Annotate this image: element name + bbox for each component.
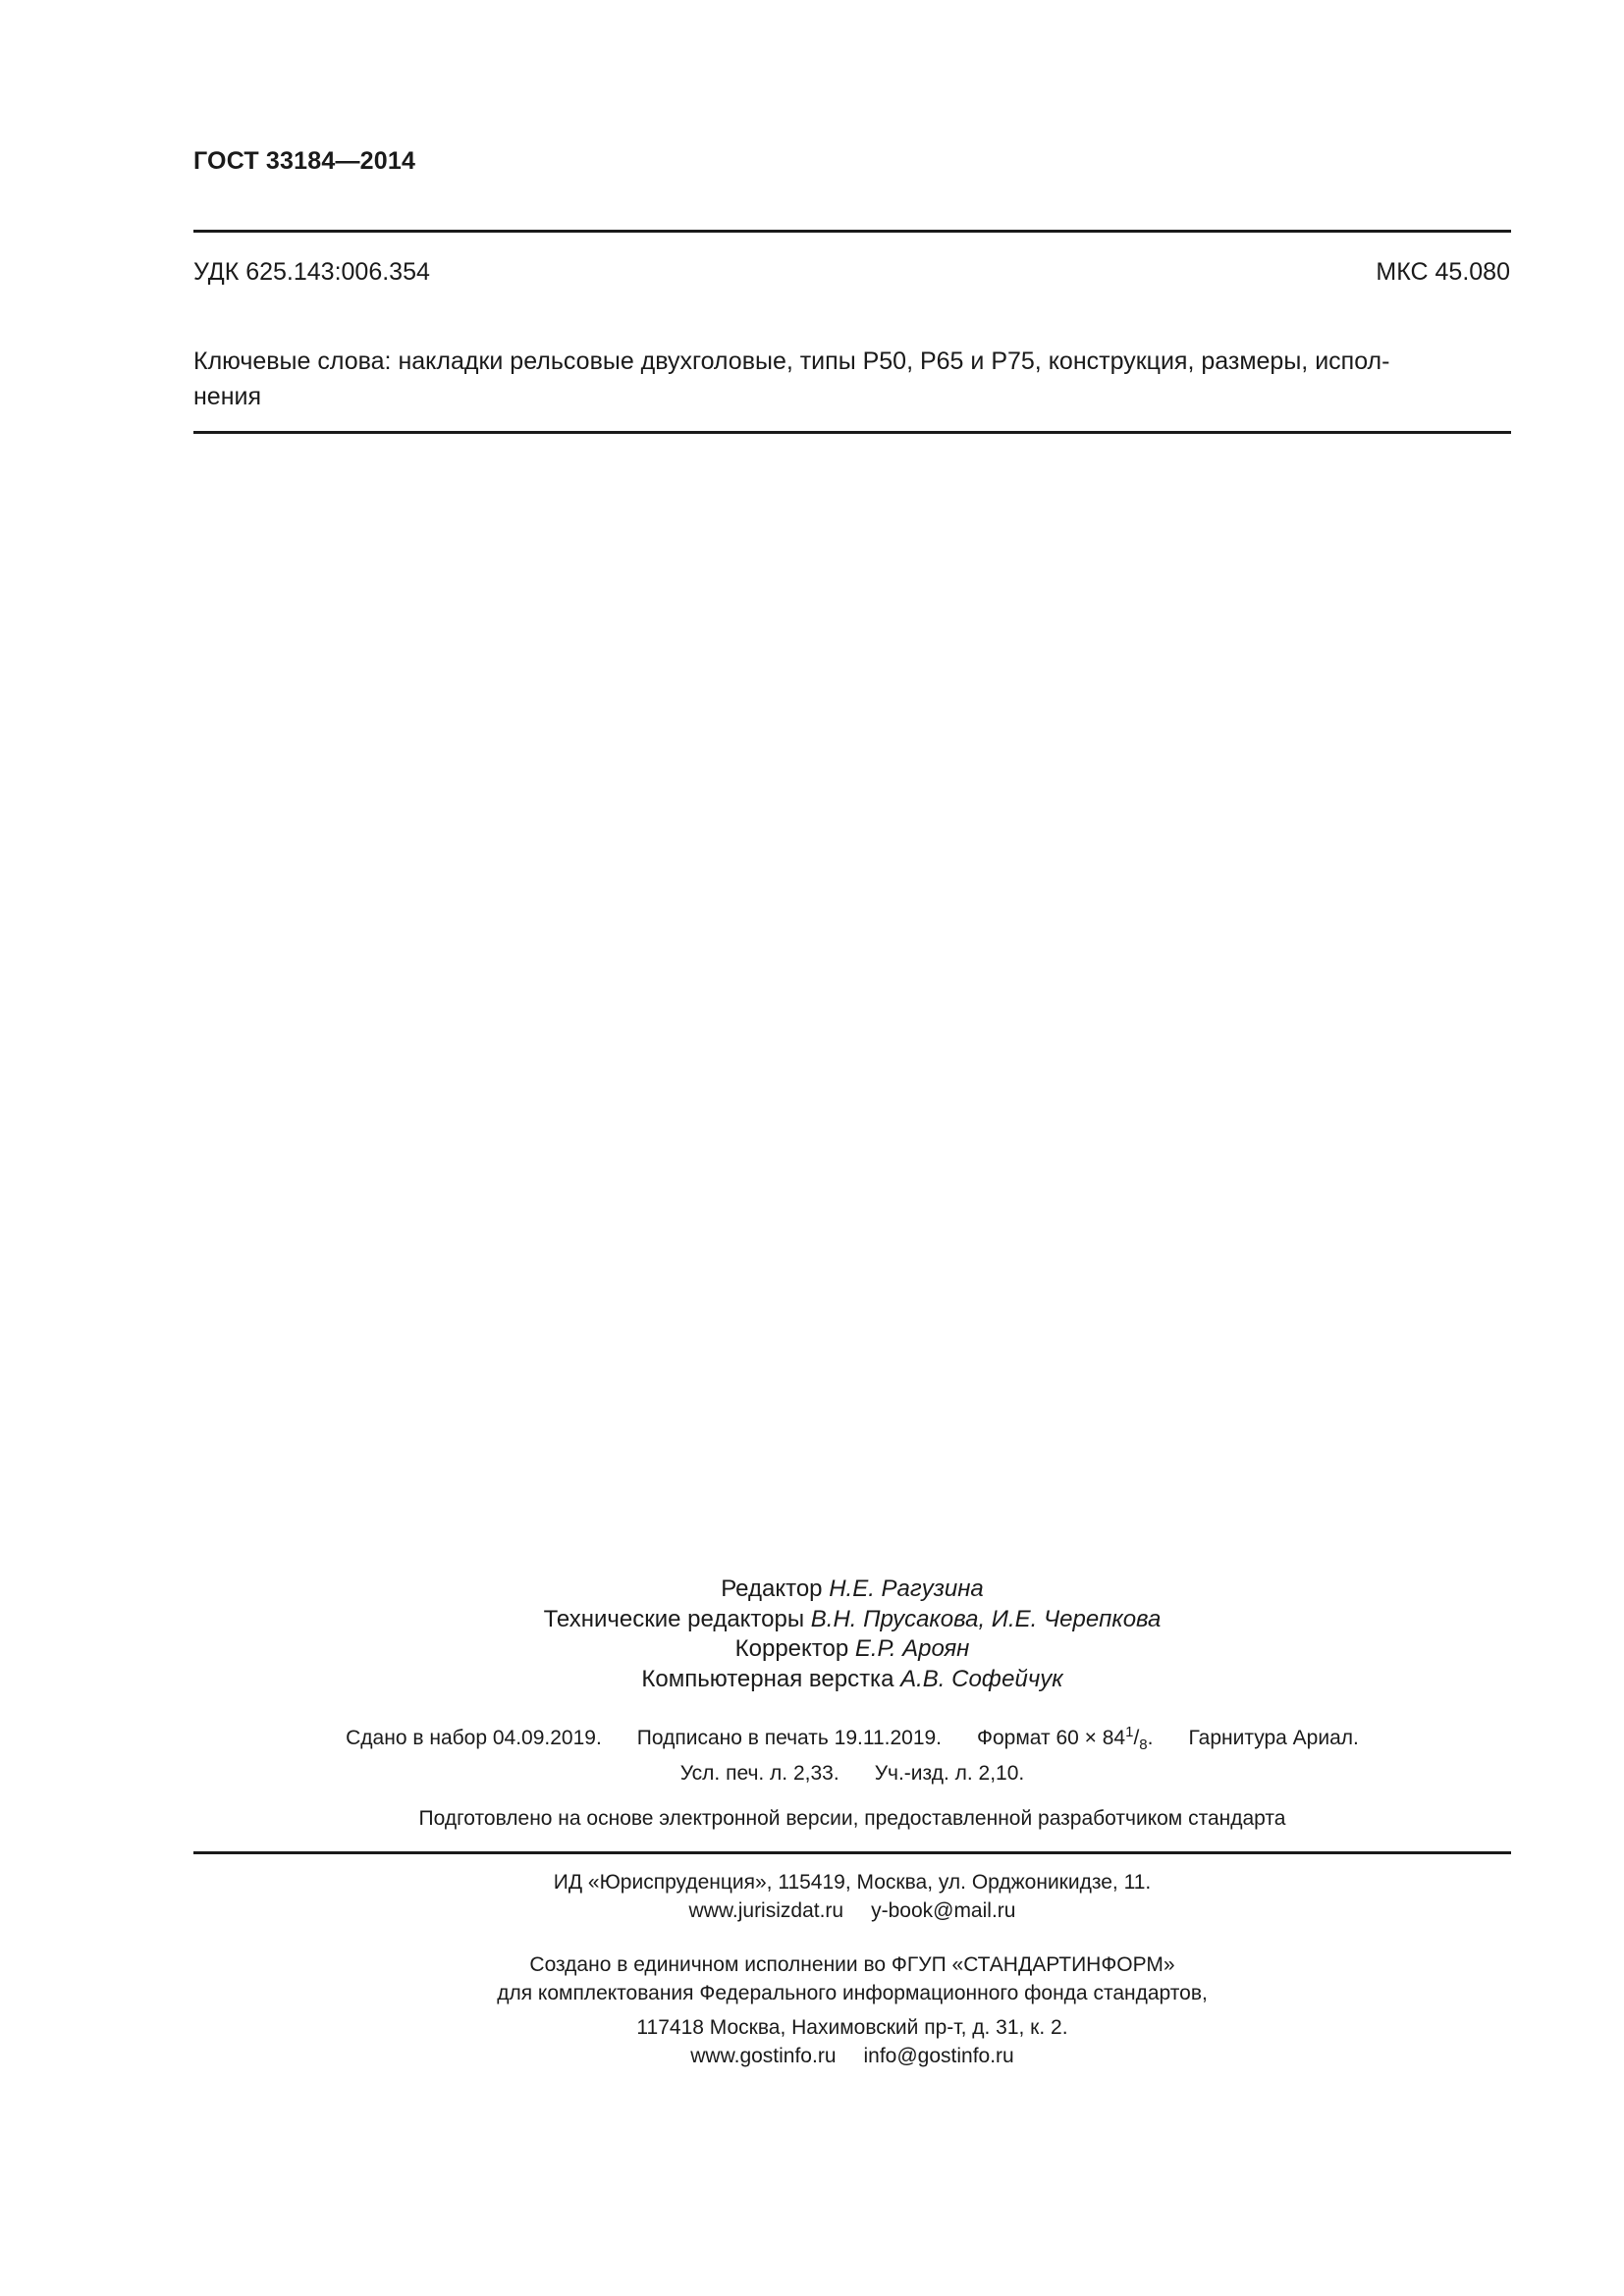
layout-line — [193, 1665, 1511, 1695]
created-line-2: для комплектования Федерального информационного фонда стандартов, — [497, 1982, 1208, 2004]
standartinform-contacts — [193, 2042, 1511, 2070]
keywords-line-2: нения — [193, 383, 262, 410]
layout-name: А.В. Софейчук — [900, 1665, 1063, 1692]
print-sheets: Усл. печ. л. 2,33. — [679, 1762, 839, 1785]
tech-editors-label: Технические редакторы — [543, 1605, 805, 1632]
publisher-site: www.jurisizdat.ru — [688, 1899, 844, 1922]
signed-date: Подписано в печать 19.11.2019. — [636, 1727, 943, 1749]
imprint-block — [193, 1718, 1511, 1788]
publisher-contacts — [193, 1896, 1511, 1925]
imprint-divider — [193, 1851, 1511, 1854]
submitted-date: Сдано в набор 04.09.2019. — [346, 1727, 602, 1749]
standartinform-block — [193, 2013, 1511, 2070]
paper-format: Формат $60 \times 84^1/_8$. — [977, 1724, 1154, 1753]
corrector-line — [193, 1634, 1511, 1665]
credits-block — [193, 1575, 1511, 1694]
editor-line — [193, 1575, 1511, 1605]
layout-label: Компьютерная верстка — [641, 1665, 894, 1692]
keywords — [193, 344, 1511, 414]
document-code: ГОСТ 33184—2014 — [193, 147, 416, 175]
standartinform-email: info@gostinfo.ru — [863, 2045, 1014, 2067]
keywords-divider — [193, 431, 1511, 434]
created-line-1: Создано в единичном исполнении во ФГУП «СТАНДАРТИНФОРМ» — [529, 1953, 1175, 1976]
pub-sheets: Уч.-изд. л. 2,10. — [874, 1762, 1025, 1785]
top-divider — [193, 230, 1511, 233]
udk-code: УДК 625.143:006.354 — [193, 258, 430, 286]
publisher-email: y-book@mail.ru — [871, 1899, 1016, 1922]
standartinform-site: www.gostinfo.ru — [690, 2045, 837, 2067]
mks-code: МКС 45.080 — [1376, 258, 1510, 286]
corrector-name: Е.Р. Ароян — [854, 1635, 970, 1662]
publisher-address: ИД «Юриспруденция», 115419, Москва, ул. Орджоникидзе, 11. — [553, 1871, 1152, 1894]
publisher-block — [193, 1868, 1511, 1925]
prepared-note: Подготовлено на основе электронной версии, предоставленной разработчиком стандарта — [418, 1807, 1286, 1830]
typeface: Гарнитура Ариал. — [1188, 1727, 1359, 1749]
tech-editors-names: В.Н. Прусакова, И.Е. Черепкова — [810, 1605, 1162, 1632]
keywords-line-1: Ключевые слова: накладки рельсовые двухголовые, типы Р50, Р65 и Р75, конструкция, размеры, испол- — [193, 347, 1390, 375]
editor-label: Редактор — [721, 1575, 823, 1602]
editor-name: Н.Е. Рагузина — [829, 1575, 984, 1602]
tech-editors-line — [193, 1605, 1511, 1635]
imprint-line-2 — [193, 1759, 1511, 1788]
standartinform-address: 117418 Москва, Нахимовский пр-т, д. 31, к. 2. — [636, 2016, 1068, 2039]
imprint-line-1 — [193, 1718, 1511, 1759]
created-block — [193, 1950, 1511, 2007]
corrector-label: Корректор — [734, 1635, 849, 1662]
